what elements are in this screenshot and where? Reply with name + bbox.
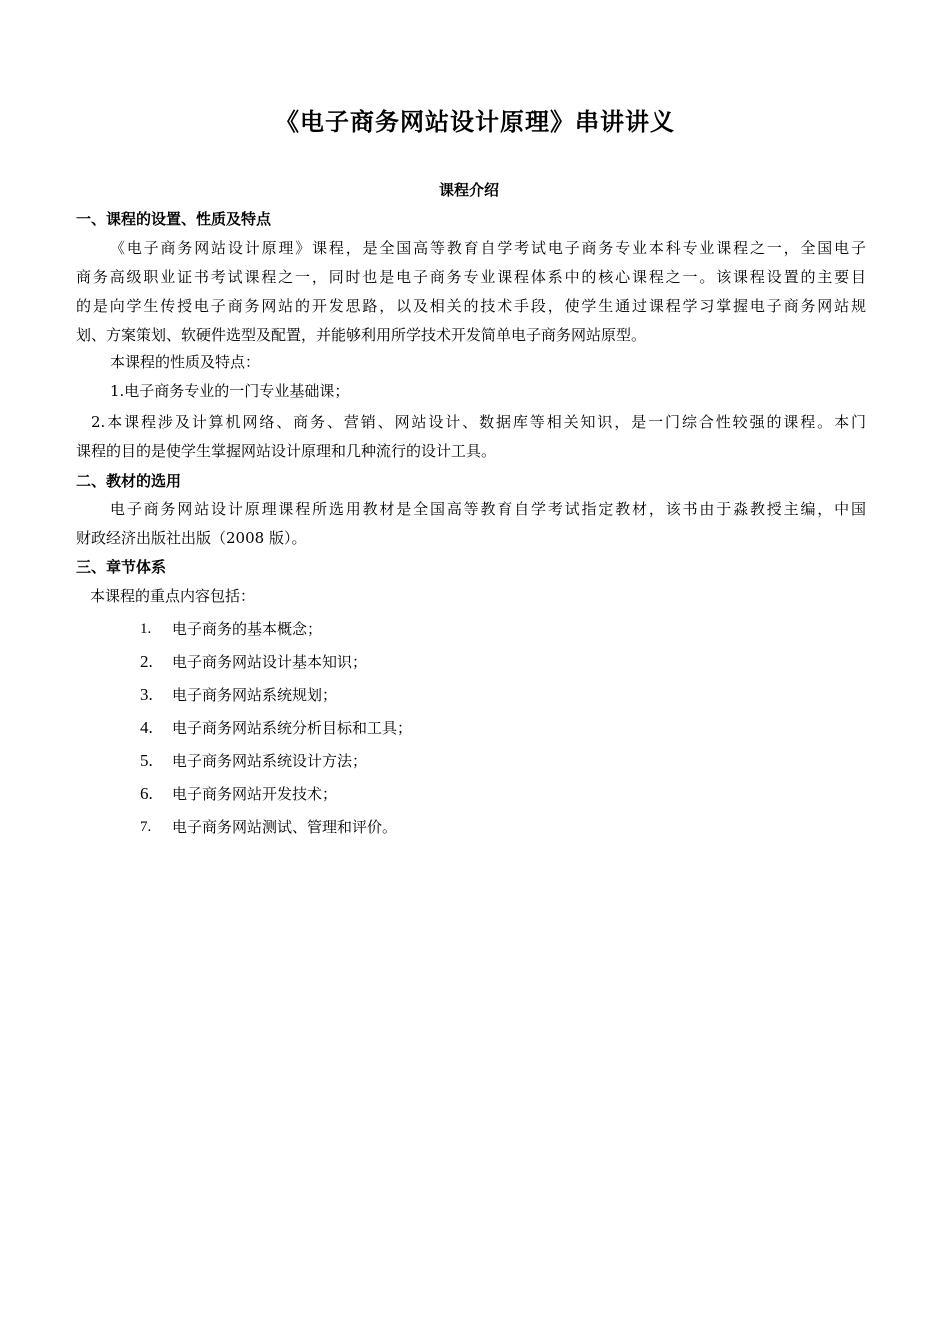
list-number: 5.: [140, 750, 153, 770]
contents-intro: 本课程的重点内容包括：: [90, 587, 256, 605]
list-number: 2.: [140, 651, 153, 671]
paragraph-line: 划、方案策划、软硬件选型及配置，并能够利用所学技术开发简单电子商务网站原型。: [76, 326, 647, 344]
nature-point-2: [76, 408, 866, 466]
document-title: 《电子商务网站设计原理》串讲讲义: [275, 107, 675, 136]
list-item: [140, 711, 412, 744]
list-item: [140, 810, 412, 843]
list-text: 电子商务网站系统分析目标和工具；: [172, 718, 413, 737]
nature-point-1: 1.电子商务专业的一门专业基础课；: [110, 382, 350, 400]
paragraph-line: 商务高级职业证书考试课程之一，同时也是电子商务专业课程体系中的核心课程之一。该课程设置的主要目: [76, 268, 866, 286]
list-item: [140, 645, 412, 678]
paragraph-line: 《电子商务网站设计原理》课程，是全国高等教育自学考试电子商务专业本科专业课程之一，全国电子: [110, 239, 866, 257]
list-item: [140, 612, 412, 645]
list-item: [140, 744, 412, 777]
section-subtitle: 课程介绍: [438, 181, 499, 199]
paragraph-line: 财政经济出版社出版（2008 版）。: [76, 529, 307, 547]
nature-intro: 本课程的性质及特点：: [110, 353, 261, 371]
list-number: 4.: [140, 717, 153, 737]
list-text: 电子商务网站系统设计方法；: [172, 751, 368, 770]
list-number: 7.: [140, 818, 152, 835]
section1-paragraph: [76, 234, 866, 350]
section2-paragraph: [76, 495, 866, 553]
section-heading-2: 二、教材的选用: [76, 472, 182, 490]
section-heading-1: 一、课程的设置、性质及特点: [76, 210, 272, 228]
list-text: 电子商务网站测试、管理和评价。: [172, 817, 398, 836]
section-heading-3: 三、章节体系: [76, 558, 167, 576]
list-text: 电子商务的基本概念；: [172, 619, 323, 638]
paragraph-line: 2.本课程涉及计算机网络、商务、营销、网站设计、数据库等相关知识，是一门综合性较强的课程。本门: [91, 413, 866, 431]
list-text: 电子商务网站系统规划；: [172, 685, 338, 704]
paragraph-line: 的是向学生传授电子商务网站的开发思路，以及相关的技术手段，使学生通过课程学习掌握电子商务网站规: [76, 297, 866, 315]
paragraph-line: 电子商务网站设计原理课程所选用教材是全国高等教育自学考试指定教材，该书由于淼教授主编，中国: [110, 500, 866, 518]
list-number: 6.: [140, 783, 153, 803]
list-item: [140, 678, 412, 711]
list-text: 电子商务网站开发技术；: [172, 784, 338, 803]
chapter-list: [140, 612, 412, 843]
list-number: 3.: [140, 684, 153, 704]
list-item: [140, 777, 412, 810]
list-text: 电子商务网站设计基本知识；: [172, 652, 368, 671]
paragraph-line: 课程的目的是使学生掌握网站设计原理和几种流行的设计工具。: [76, 442, 497, 460]
list-number: 1.: [140, 620, 152, 637]
